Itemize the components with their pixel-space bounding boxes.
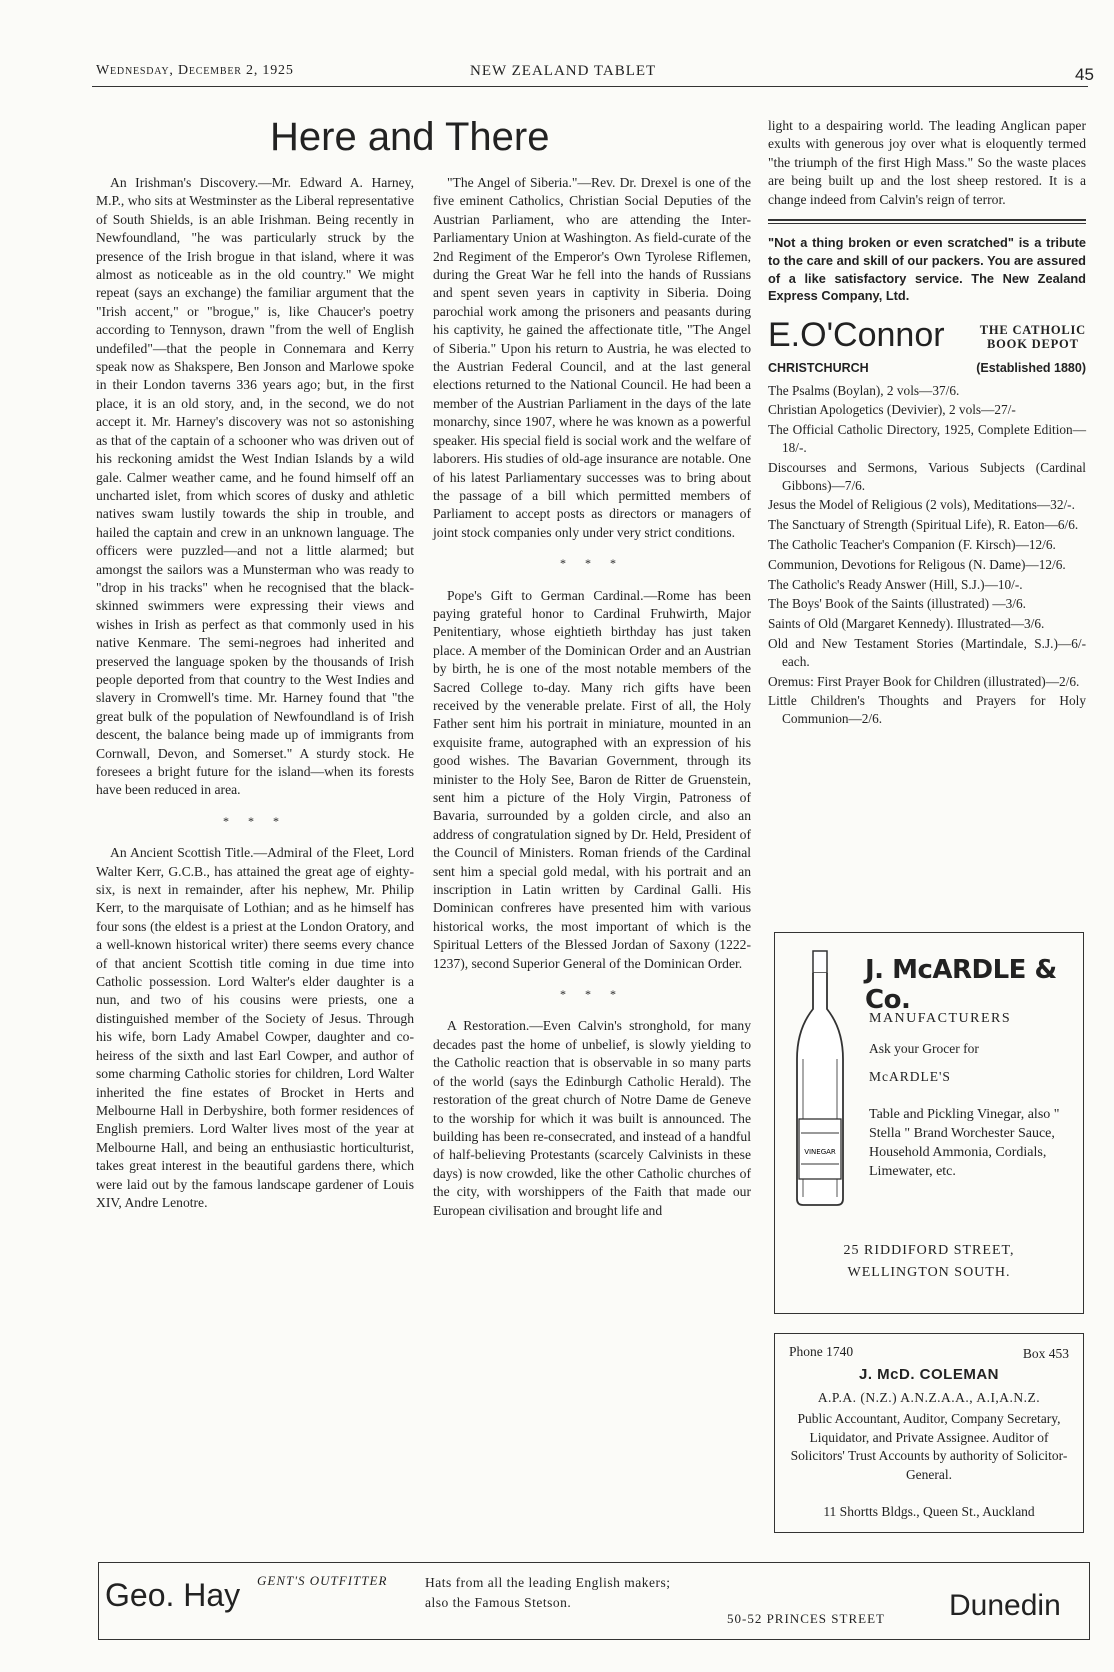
book-item: Saints of Old (Margaret Kennedy). Illustrated—3/6. <box>768 616 1045 632</box>
coleman-name: J. McD. COLEMAN <box>858 1366 999 1383</box>
page-title: Here and There <box>270 115 550 159</box>
separator: * * * <box>560 556 624 571</box>
mcardle-ask: Ask your Grocer for <box>869 1041 979 1056</box>
article-scottish-title: An Ancient Scottish Title.—Admiral of the Fleet, Lord Walter Kerr, G.C.B., has attained the great age of eighty-six, is next in remainder, after his nephew, Mr. Philip Kerr, to the marquisate of Lothian; and as he himself has four sons (the eldest is a priest at the London Oratory, and a well-known historical writer) there seems every chance of that ancient Scottish title coming in due time into Catholic possession. Lord Walter's elder daughter is a nun, and two of his cousins were priests, one a distinguished member of the Society of Jesus. Through his wife, born Lady Amabel Cowper, daughter and co-heiress of the sixth and last Earl Cowper, and author of some charming Catholic stories for children, Lord Walter inherited the fine estates of Brocket in Herts and Melbourne Hall in Derbyshire, both former residences of English premiers. Lord Walter lives most of the year at Melbourne Hall, and being an enthusiastic horticulturist, takes great interest in the beautiful gardens there, which were laid out by the famous landscape gardener of Louis XIV, Andre Lenotre. <box>96 845 414 1210</box>
book-item: Oremus: First Prayer Book for Children (illustrated)—2/6. <box>768 673 1080 689</box>
book-item: Old and New Testament Stories (Martindale, S.J.)—6/- each. <box>768 635 1086 669</box>
geo-hay-line1: Hats from all the leading English makers; <box>425 1575 671 1590</box>
rule <box>768 223 1086 224</box>
mcardle-products: Table and Pickling Vinegar, also " Stella " Brand Worchester Sauce, Household Ammonia, Cordials, Limewater, etc. <box>869 1107 1060 1179</box>
book-item: The Sanctuary of Strength (Spiritual Life), R. Eaton—6/6. <box>768 517 1079 533</box>
geo-hay-city: Dunedin <box>949 1589 1061 1622</box>
mcardle-manufacturers: MANUFACTURERS <box>869 1011 1012 1026</box>
mcardle-ad <box>774 932 1084 1314</box>
header-date: Wednesday, December 2, 1925 <box>96 63 294 78</box>
coleman-address: 11 Shortts Bldgs., Queen St., Auckland <box>823 1504 1035 1519</box>
book-depot-subtitle: BOOK DEPOT <box>987 337 1079 352</box>
coleman-phone: Phone 1740 <box>789 1344 854 1359</box>
coleman-box: Box 453 <box>1022 1346 1069 1361</box>
article-restoration-cont: light to a despairing world. The leading Anglican paper exults with generous joy over what is eloquently termed "the triumph of the first High Mass." So the waste places are being built up and the lost sheep restored. It is a change indeed from Calvin's reign of terror. <box>768 118 1086 207</box>
book-item: The Catholic's Ready Answer (Hill, S.J.)—10/-. <box>768 576 1023 592</box>
express-company-ad: "Not a thing broken or even scratched" is a tribute to the care and skill of our packers. You are assured of a like satisfactory service. The New Zealand Express Company, Ltd. <box>768 235 1086 304</box>
column-2 <box>433 174 751 1220</box>
geo-hay-trade: GENT'S OUTFITTER <box>257 1573 388 1588</box>
vinegar-bottle-icon <box>789 949 851 1209</box>
article-restoration: A Restoration.—Even Calvin's stronghold, for many decades past the home of unbelief, is slowly yielding to the Catholic reaction that is observable in so many parts of the world (says the Edinburgh Catholic Herald). The restoration of the great church of Notre Dame de Geneve to the worship for which it was built is announced. The building has been re-consecrated, and instead of a handful of half-believing Protestants (scarcely Calvinists in these days) is now crowded, like the other Catholic churches of the city, with worshippers of the Faith that made our European civilisation and brought life and <box>433 1018 751 1218</box>
book-item: Little Children's Thoughts and Prayers for Holy Communion—2/6. <box>768 693 1086 727</box>
header-rule <box>92 86 1088 87</box>
book-depot-city: CHRISTCHURCH <box>768 361 869 376</box>
article-popes-gift: Pope's Gift to German Cardinal.—Rome has been paying grateful honor to Cardinal Fruhwirth, Major Penitentiary, whose eightieth birthday has just taken place. A member of the Dominican Order and an Austrian by birth, he is one of the most notable members of the Sacred College to-day. Many rich gifts have been received by the venerable prelate. First of all, the Holy Father sent him his portrait in miniature, mounted in an exquisite frame, autographed with an expression of his good wishes. The Bavarian Government, through its minister to the Holy See, Baron de Ritter de Gruenstein, sent him a picture of the Holy Virgin, Patroness of Bavaria, surrounded by a golden circle, and also an address of congratulation signed by Dr. Held, President of the Council of Ministers. Roman friends of the Cardinal sent him a special gold medal, with his portrait and an inscription in Latin written by Cardinal Galli. His Dominican confreres have presented him with various historical works, the most important of which is the Spiritual Letters of the Blessed Jordan of Saxony (1222-1237), second Superior General of the Dominican Order. <box>433 587 751 971</box>
book-item: The Catholic Teacher's Companion (F. Kirsch)—12/6. <box>768 537 1056 552</box>
article-angel-of-siberia: "The Angel of Siberia."—Rev. Dr. Drexel is one of the five eminent Catholics, Christian Social Deputies of the Austrian Parliament, who are attending the Inter-Parliamentary Union at Washington. As field-curate of the 2nd Regiment of the Emperor's Own Tyrolese Riflemen, during the Great War he fell into the hands of Russians and spent seven years in captivity in Siberia. Doing parochial work among the prisoners and peasants during his captivity, he gained the affectionate title, "The Angel of Siberia." Upon his return to Austria, he was elected to the Austrian Federal Council, and at the last general elections returned to the National Council. He had been a member of the Austrian Parliament in the days of the late monarchy, since 1907, where he was known as a powerful speaker. His special field is social work and the welfare of laborers. His studies of old-age insurance are notable. One of his latest Parliamentary successes was to bring about the passage of a bill which permitted members of Parliament to accept posts as directors or managers of joint stock companies only under very strict conditions. <box>433 175 751 540</box>
book-item: The Boys' Book of the Saints (illustrated) —3/6. <box>768 596 1026 612</box>
book-depot-title: THE CATHOLIC <box>979 323 1086 338</box>
book-depot-name: E.O'Connor <box>768 316 945 355</box>
mcardle-brand: McARDLE'S <box>869 1069 951 1084</box>
book-depot-established: (Established 1880) <box>976 361 1086 376</box>
column-1 <box>96 174 414 1212</box>
book-item: Communion, Devotions for Religous (N. Dame)—12/6. <box>768 556 1066 572</box>
coleman-ad <box>774 1333 1084 1533</box>
publication-name: NEW ZEALAND TABLET <box>470 63 657 79</box>
geo-hay-ad <box>98 1562 1090 1640</box>
page-number: 45 <box>1075 65 1094 84</box>
mcardle-address-line2: WELLINGTON SOUTH. <box>847 1265 1011 1280</box>
book-item: Discourses and Sermons, Various Subjects (Cardinal Gibbons)—7/6. <box>768 459 1086 493</box>
book-item: Christian Apologetics (Devivier), 2 vols—27/- <box>768 402 1016 418</box>
separator: * * * <box>223 813 287 828</box>
book-item: The Official Catholic Directory, 1925, Complete Edition—18/-. <box>768 422 1086 456</box>
coleman-qualifications: A.P.A. (N.Z.) A.N.Z.A.A., A.I,A.N.Z. <box>817 1390 1041 1405</box>
book-item: Jesus the Model of Religious (2 vols), Meditations—32/-. <box>768 497 1075 513</box>
geo-hay-name: Geo. Hay <box>105 1577 241 1613</box>
geo-hay-line2: also the Famous Stetson. <box>425 1595 572 1610</box>
column-3 <box>768 117 1086 730</box>
book-item: The Psalms (Boylan), 2 vols—37/6. <box>768 382 960 398</box>
rule <box>768 219 1086 221</box>
mcardle-address-line1: 25 RIDDIFORD STREET, <box>843 1243 1015 1258</box>
article-irishman: An Irishman's Discovery.—Mr. Edward A. Harney, M.P., who sits at Westminster as the Liberal representative of South Shields, is an able Irishman. Being recently in Newfoundland, "he was particularly struck by the presence of the Irish brogue in that island, where it was almost as noticeable as in the old country." We might repeat (says an exchange) the familiar argument that the "Irish accent," or "brogue," is, like Chaucer's poetry according to Tennyson, drawn "from the well of English undefiled"—that the people in Connemara and Kerry speak now as Shakspere, Ben Jonson and Marlowe spoke in their London taverns 336 years ago; but, in the first place, it is an old story, and, in the second, we do not accept it. Mr. Harney's discovery was not so astonishing as that of the captain of a schooner who was driven out of his reckoning amidst the West Indian Islands by a wild gale. Calmer weather came, and he found himself off an uncharted islet, from which scores of dusky and athletic natives swam lustily towards the ship in trouble, and hailed the captain and crew in an unknown language. The officers were puzzled—and not a little alarmed; but amongst the sailors was a Munsterman who was ready to "drop in his tracks" when he recognised that the black-skinned swimmers were expressing their views and wishes in Irish as perfect as that commonly used in his native Kenmare. The semi-negroes had inherited and preserved the language spoken by the thousands of Irish people deported from that country to the West Indies and slavery in Cromwell's time. Mr. Harney found that "the great bulk of the population of Newfoundland is of Irish descent, the balance being made up of immigrants from Cornwall, Devon, and Somerset." A sturdy stock. He foresees a bright future for the island—when its forests have been reduced in area. <box>96 175 414 798</box>
separator: * * * <box>560 987 624 1002</box>
geo-hay-street: 50-52 PRINCES STREET <box>727 1611 885 1626</box>
book-list <box>768 382 1086 728</box>
mcardle-name: J. McARDLE & Co. <box>865 955 1057 1015</box>
coleman-description: Public Accountant, Auditor, Company Secretary, Liquidator, and Private Assignee. Auditor of Solicitors' Trust Accounts by authority of Solicitor-General. <box>790 1411 1068 1482</box>
bottle-label: VINEGAR <box>804 1148 836 1156</box>
book-depot-ad <box>768 315 1086 728</box>
